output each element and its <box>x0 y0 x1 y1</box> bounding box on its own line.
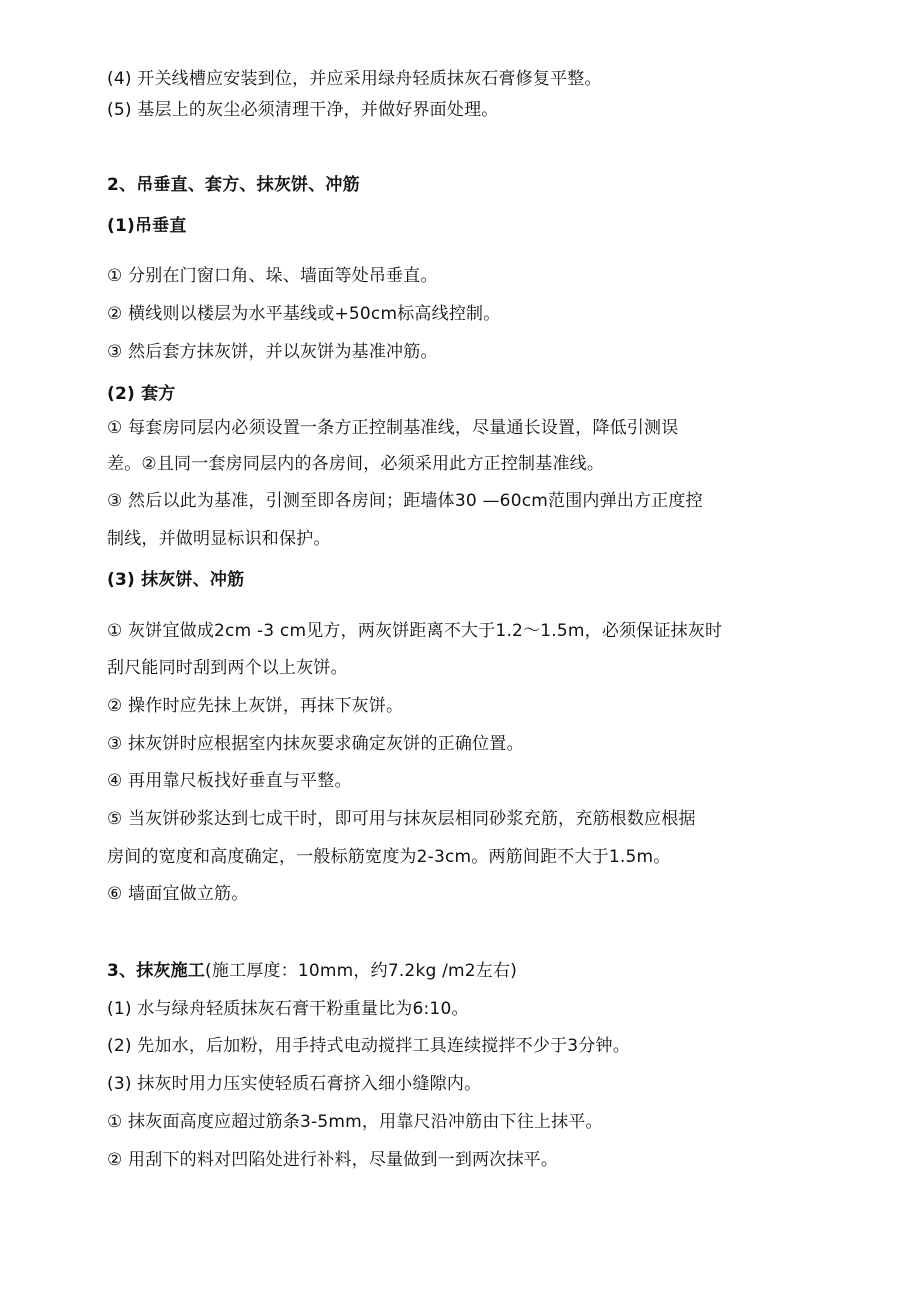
paragraph-line: 刮尺能同时刮到两个以上灰饼。 <box>107 658 348 678</box>
subheading-2: (2) 套方 <box>107 384 176 404</box>
list-item: (1) 水与绿舟轻质抹灰石膏干粉重量比为6:10。 <box>107 999 469 1019</box>
list-item: (2) 先加水，后加粉，用手持式电动搅拌工具连续搅拌不少于3分钟。 <box>107 1036 630 1056</box>
list-item: ⑥ 墙面宜做立筋。 <box>107 884 249 904</box>
item-4: (4) 开关线槽应安装到位，并应采用绿舟轻质抹灰石膏修复平整。 <box>107 69 602 89</box>
paragraph-line: ① 每套房同层内必须设置一条方正控制基准线，尽量通长设置，降低引测误 <box>107 418 679 438</box>
list-item: ② 用刮下的料对凹陷处进行补料，尽量做到一到两次抹平。 <box>107 1150 559 1170</box>
section-2-heading: 2、吊垂直、套方、抹灰饼、冲筋 <box>107 175 360 195</box>
section-3-heading <box>107 959 517 983</box>
paragraph-line: ① 灰饼宜做成2cm -3 cm见方，两灰饼距离不大于1.2～1.5m，必须保证抹灰时 <box>107 621 723 641</box>
paragraph-line: 差。②且同一套房同层内的各房间，必须采用此方正控制基准线。 <box>107 454 605 474</box>
item-5: (5) 基层上的灰尘必须清理干净，并做好界面处理。 <box>107 100 499 120</box>
paragraph-line: 房间的宽度和高度确定，一般标筋宽度为2-3cm。两筋间距不大于1.5m。 <box>107 847 671 867</box>
list-item: ① 分别在门窗口角、垛、墙面等处吊垂直。 <box>107 266 438 286</box>
list-item: ③ 抹灰饼时应根据室内抹灰要求确定灰饼的正确位置。 <box>107 734 524 754</box>
list-item: ③ 然后套方抹灰饼，并以灰饼为基准冲筋。 <box>107 342 438 362</box>
paragraph-line: 制线，并做明显标识和保护。 <box>107 529 331 549</box>
subheading-3: (3) 抹灰饼、冲筋 <box>107 570 245 590</box>
list-item: ② 横线则以楼层为水平基线或+50cm标高线控制。 <box>107 304 501 324</box>
paragraph-line: ⑤ 当灰饼砂浆达到七成干时，即可用与抹灰层相同砂浆充筋，充筋根数应根据 <box>107 809 696 829</box>
section-3-title: 3、抹灰施工 <box>107 961 206 981</box>
list-item: ① 抹灰面高度应超过筋条3-5mm，用靠尺沿冲筋由下往上抹平。 <box>107 1112 603 1132</box>
subheading-1: (1)吊垂直 <box>107 216 187 236</box>
list-item: (3) 抹灰时用力压实使轻质石膏挤入细小缝隙内。 <box>107 1074 482 1094</box>
section-3-note: (施工厚度：10mm，约7.2kg /m2左右) <box>205 961 518 981</box>
list-item: ② 操作时应先抹上灰饼，再抹下灰饼。 <box>107 696 404 716</box>
list-item: ④ 再用靠尺板找好垂直与平整。 <box>107 771 352 791</box>
paragraph-line: ③ 然后以此为基准，引测至即各房间；距墙体30 —60cm范围内弹出方正度控 <box>107 491 703 511</box>
